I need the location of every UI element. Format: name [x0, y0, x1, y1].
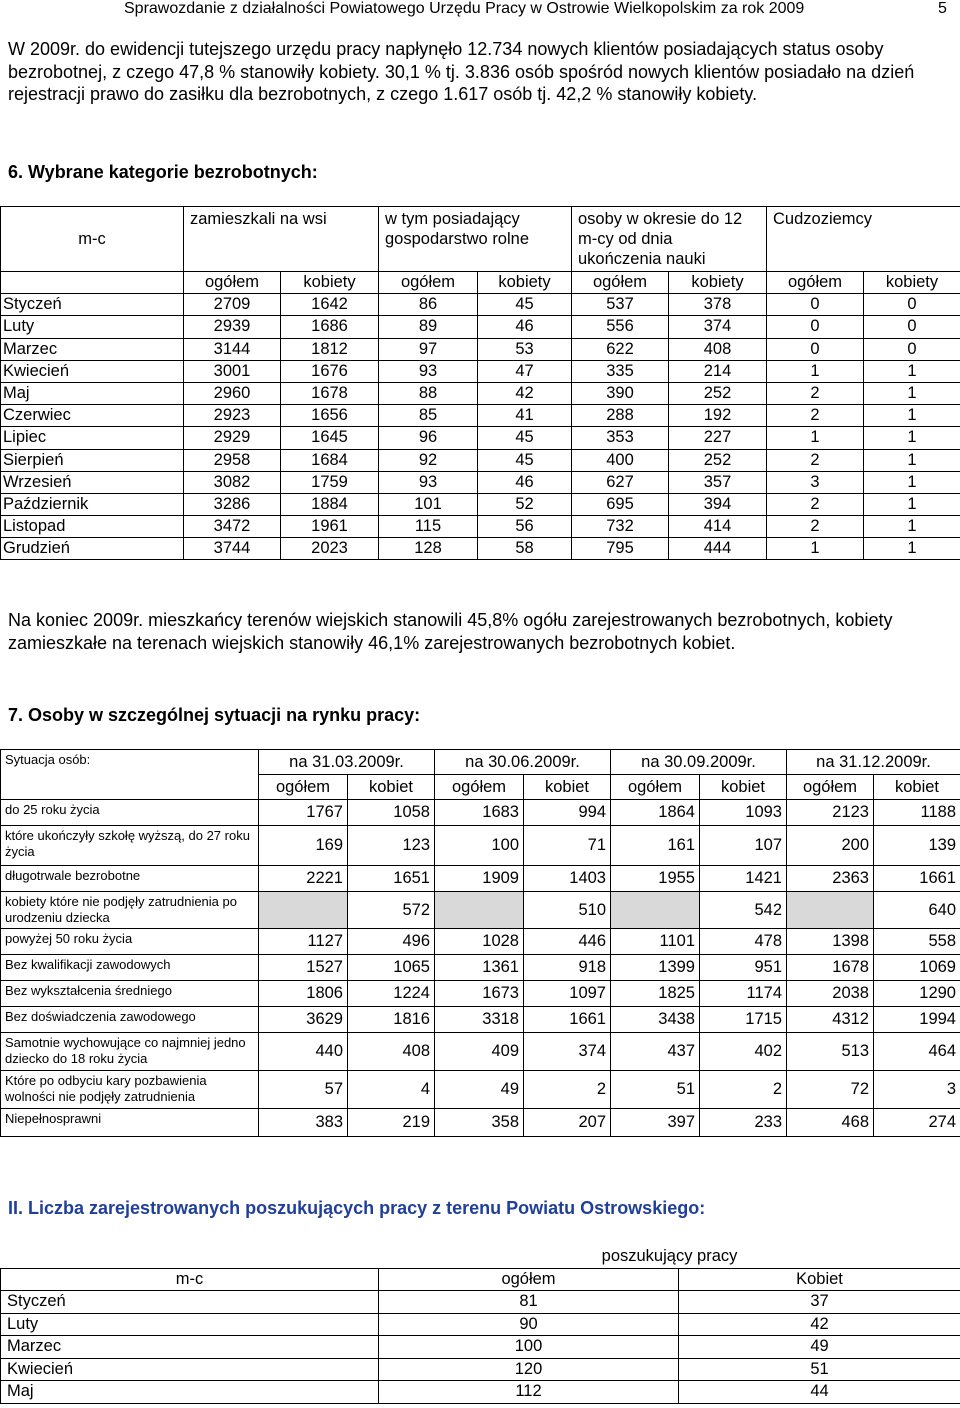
value-cell: 41 [478, 405, 572, 427]
value-cell: 2923 [184, 405, 281, 427]
subheader: Kobiet [679, 1268, 960, 1291]
value-cell: 89 [379, 316, 478, 338]
value-cell: 918 [524, 955, 611, 981]
subheader: ogółem [767, 272, 864, 294]
row-label: do 25 roku życia [1, 800, 259, 826]
value-cell: 1398 [787, 929, 874, 955]
value-cell: 537 [572, 294, 669, 316]
value-cell: 437 [611, 1033, 700, 1071]
value-cell: 1127 [259, 929, 348, 955]
value-cell: 3744 [184, 538, 281, 560]
row-label: długotrwale bezrobotne [1, 866, 259, 892]
row-label: Bez kwalifikacji zawodowych [1, 955, 259, 981]
value-cell: 45 [478, 294, 572, 316]
special-situation-table [0, 749, 960, 1137]
value-cell: 408 [348, 1033, 435, 1071]
value-cell: 2038 [787, 981, 874, 1007]
table-row [1, 1071, 960, 1109]
value-cell: 400 [572, 449, 669, 471]
value-cell: 1101 [611, 929, 700, 955]
value-cell: 402 [700, 1033, 787, 1071]
value-cell: 1816 [348, 1007, 435, 1033]
month-cell: Grudzień [1, 538, 184, 560]
value-cell: 1 [767, 538, 864, 560]
value-cell: 1884 [281, 493, 379, 515]
value-cell: 0 [767, 316, 864, 338]
value-cell: 120 [379, 1358, 679, 1381]
value-cell: 394 [669, 493, 767, 515]
value-cell: 357 [669, 471, 767, 493]
value-cell: 2 [767, 405, 864, 427]
value-cell: 1399 [611, 955, 700, 981]
value-cell: 49 [679, 1336, 960, 1359]
month-cell: Styczeń [1, 1291, 379, 1314]
value-cell: 2221 [259, 866, 348, 892]
value-cell: 107 [700, 826, 787, 866]
value-cell: 42 [679, 1313, 960, 1336]
table-row [1, 1313, 960, 1336]
value-cell: 207 [524, 1109, 611, 1137]
intro-paragraph: W 2009r. do ewidencji tutejszego urzędu pracy napłynęło 12.734 nowych klientów posiadających status osoby bezrobotnej, z czego 47,8 % stanowiły kobiety. 30,1 % tj. 3.836 osób spośród nowych klientów posiadało na dzień rejestracji prawo do zasiłku dla bezrobotnych, z czego 1.617 osób tj. 42,2 % stanowiły kobiety. [8, 39, 915, 105]
value-cell: 3 [874, 1071, 960, 1109]
value-cell: 88 [379, 382, 478, 404]
value-cell: 2709 [184, 294, 281, 316]
row-label: powyżej 50 roku życia [1, 929, 259, 955]
subheader: kobiet [874, 775, 960, 800]
table-row [1, 866, 960, 892]
month-cell: Listopad [1, 516, 184, 538]
value-cell: 1 [864, 427, 960, 449]
value-cell: 1 [767, 360, 864, 382]
table-row [1, 427, 960, 449]
empty-cell [1, 1246, 379, 1268]
table-row [1, 493, 960, 515]
row-label: Bez doświadczenia zawodowego [1, 1007, 259, 1033]
table-row [1, 382, 960, 404]
group-header: w tym posiadający gospodarstwo rolne [379, 207, 572, 272]
value-cell: 47 [478, 360, 572, 382]
value-cell: 0 [864, 316, 960, 338]
value-cell: 112 [379, 1381, 679, 1404]
value-cell: 1676 [281, 360, 379, 382]
value-cell: 1678 [281, 382, 379, 404]
value-cell: 1715 [700, 1007, 787, 1033]
value-cell: 1 [864, 405, 960, 427]
month-cell: Maj [1, 1381, 379, 1404]
row-label: Niepełnosprawni [1, 1109, 259, 1137]
value-cell: 92 [379, 449, 478, 471]
value-cell: 227 [669, 427, 767, 449]
value-cell: 1767 [259, 800, 348, 826]
value-cell: 374 [669, 316, 767, 338]
value-cell: 42 [478, 382, 572, 404]
value-cell: 58 [478, 538, 572, 560]
group-header: Cudzoziemcy [767, 207, 960, 272]
value-cell: 46 [478, 316, 572, 338]
subheader: ogółem [259, 775, 348, 800]
table-row [1, 826, 960, 866]
value-cell: 383 [259, 1109, 348, 1137]
value-cell: 2 [524, 1071, 611, 1109]
value-cell: 71 [524, 826, 611, 866]
value-cell: 3 [767, 471, 864, 493]
table-row [1, 471, 960, 493]
date-header: na 31.12.2009r. [787, 750, 960, 775]
month-cell: Styczeń [1, 294, 184, 316]
table-row [1, 405, 960, 427]
corner-label: m-c [1, 1268, 379, 1291]
value-cell: 214 [669, 360, 767, 382]
row-label: Bez wykształcenia średniego [1, 981, 259, 1007]
value-cell: 2363 [787, 866, 874, 892]
empty-grey-cell [435, 892, 524, 929]
table-row [1, 1109, 960, 1137]
table-row [1, 338, 960, 360]
value-cell: 1678 [787, 955, 874, 981]
value-cell: 478 [700, 929, 787, 955]
value-cell: 1909 [435, 866, 524, 892]
value-cell: 1174 [700, 981, 787, 1007]
value-cell: 2958 [184, 449, 281, 471]
month-cell: Kwiecień [1, 360, 184, 382]
value-cell: 233 [700, 1109, 787, 1137]
corner-label: m-c [1, 207, 184, 272]
page-number: 5 [938, 0, 947, 17]
value-cell: 335 [572, 360, 669, 382]
table-row [1, 1291, 960, 1314]
value-cell: 56 [478, 516, 572, 538]
group-header: poszukujący pracy [601, 1247, 738, 1265]
value-cell: 81 [379, 1291, 679, 1314]
month-cell: Październik [1, 493, 184, 515]
value-cell: 4312 [787, 1007, 874, 1033]
value-cell: 1656 [281, 405, 379, 427]
categories-table [0, 206, 960, 560]
empty-cell [1, 272, 184, 294]
value-cell: 123 [348, 826, 435, 866]
value-cell: 1290 [874, 981, 960, 1007]
value-cell: 0 [864, 294, 960, 316]
rural-summary: Na koniec 2009r. mieszkańcy terenów wiejskich stanowili 45,8% ogółu zarejestrowanych bezrobotnych, kobiety zamieszkałe na terenach wiejskich stanowiły 46,1% zarejestrowanych bezrobotnych kobiet. [8, 610, 893, 653]
table-row [1, 955, 960, 981]
subheader: ogółem [787, 775, 874, 800]
table-row [1, 516, 960, 538]
section-ii-heading-text: II. Liczba zarejestrowanych poszukujących pracy z terenu Powiatu Ostrowskiego: [8, 1198, 706, 1218]
value-cell: 1 [864, 516, 960, 538]
subheader: ogółem [435, 775, 524, 800]
value-cell: 3001 [184, 360, 281, 382]
value-cell: 1684 [281, 449, 379, 471]
value-cell: 556 [572, 316, 669, 338]
value-cell: 795 [572, 538, 669, 560]
month-cell: Wrzesień [1, 471, 184, 493]
value-cell: 3472 [184, 516, 281, 538]
table-row [1, 294, 960, 316]
row-label: które ukończyły szkołę wyższą, do 27 roku życia [1, 826, 259, 866]
table-row [1, 981, 960, 1007]
value-cell: 2123 [787, 800, 874, 826]
row-label: kobiety które nie podjęły zatrudnienia po urodzeniu dziecka [1, 892, 259, 929]
value-cell: 468 [787, 1109, 874, 1137]
value-cell: 139 [874, 826, 960, 866]
value-cell: 994 [524, 800, 611, 826]
month-cell: Luty [1, 316, 184, 338]
value-cell: 1683 [435, 800, 524, 826]
value-cell: 101 [379, 493, 478, 515]
month-cell: Lipiec [1, 427, 184, 449]
value-cell: 72 [787, 1071, 874, 1109]
subheader: ogółem [572, 272, 669, 294]
value-cell: 1224 [348, 981, 435, 1007]
table-row [1, 360, 960, 382]
value-cell: 49 [435, 1071, 524, 1109]
value-cell: 46 [478, 471, 572, 493]
month-cell: Kwiecień [1, 1358, 379, 1381]
value-cell: 252 [669, 382, 767, 404]
value-cell: 1825 [611, 981, 700, 1007]
table-row [1, 1336, 960, 1359]
month-cell: Marzec [1, 338, 184, 360]
value-cell: 1097 [524, 981, 611, 1007]
section-7-heading: 7. Osoby w szczególnej sytuacji na rynku pracy: [8, 705, 421, 725]
value-cell: 2 [767, 516, 864, 538]
value-cell: 45 [478, 449, 572, 471]
value-cell: 446 [524, 929, 611, 955]
value-cell: 3629 [259, 1007, 348, 1033]
value-cell: 1955 [611, 866, 700, 892]
table-row [1, 316, 960, 338]
value-cell: 128 [379, 538, 478, 560]
value-cell: 90 [379, 1313, 679, 1336]
value-cell: 440 [259, 1033, 348, 1071]
value-cell: 0 [767, 338, 864, 360]
job-seekers-table [0, 1246, 960, 1404]
value-cell: 640 [874, 892, 960, 929]
value-cell: 86 [379, 294, 478, 316]
month-cell: Marzec [1, 1336, 379, 1359]
value-cell: 1093 [700, 800, 787, 826]
value-cell: 2929 [184, 427, 281, 449]
value-cell: 1065 [348, 955, 435, 981]
value-cell: 3286 [184, 493, 281, 515]
subheader: kobiety [669, 272, 767, 294]
date-header: na 30.06.2009r. [435, 750, 611, 775]
value-cell: 2023 [281, 538, 379, 560]
value-cell: 1 [864, 471, 960, 493]
value-cell: 96 [379, 427, 478, 449]
value-cell: 169 [259, 826, 348, 866]
corner-label: Sytuacja osób: [1, 750, 259, 800]
table-row [1, 1358, 960, 1381]
value-cell: 1 [864, 449, 960, 471]
subheader: kobiety [478, 272, 572, 294]
table-row [1, 449, 960, 471]
value-cell: 374 [524, 1033, 611, 1071]
value-cell: 1806 [259, 981, 348, 1007]
value-cell: 1864 [611, 800, 700, 826]
value-cell: 414 [669, 516, 767, 538]
value-cell: 1188 [874, 800, 960, 826]
running-header: Sprawozdanie z działalności Powiatowego Urzędu Pracy w Ostrowie Wielkopolskim za rok 2009 [124, 0, 805, 17]
subheader: ogółem [184, 272, 281, 294]
value-cell: 0 [767, 294, 864, 316]
table-row [1, 929, 960, 955]
value-cell: 2 [700, 1071, 787, 1109]
value-cell: 1673 [435, 981, 524, 1007]
value-cell: 51 [679, 1358, 960, 1381]
value-cell: 1 [864, 382, 960, 404]
month-cell: Sierpień [1, 449, 184, 471]
value-cell: 627 [572, 471, 669, 493]
date-header: na 30.09.2009r. [611, 750, 787, 775]
value-cell: 1421 [700, 866, 787, 892]
section-6-heading: 6. Wybrane kategorie bezrobotnych: [8, 162, 318, 182]
value-cell: 44 [679, 1381, 960, 1404]
value-cell: 85 [379, 405, 478, 427]
value-cell: 45 [478, 427, 572, 449]
subheader: ogółem [379, 272, 478, 294]
value-cell: 3082 [184, 471, 281, 493]
value-cell: 1 [767, 427, 864, 449]
value-cell: 52 [478, 493, 572, 515]
subheader: kobiet [524, 775, 611, 800]
value-cell: 93 [379, 471, 478, 493]
empty-grey-cell [787, 892, 874, 929]
value-cell: 1403 [524, 866, 611, 892]
value-cell: 3144 [184, 338, 281, 360]
value-cell: 542 [700, 892, 787, 929]
value-cell: 1 [864, 538, 960, 560]
value-cell: 2960 [184, 382, 281, 404]
subheader: kobiety [864, 272, 960, 294]
value-cell: 100 [435, 826, 524, 866]
value-cell: 1028 [435, 929, 524, 955]
value-cell: 1069 [874, 955, 960, 981]
subheader: ogółem [379, 1268, 679, 1291]
value-cell: 1994 [874, 1007, 960, 1033]
value-cell: 192 [669, 405, 767, 427]
subheader: ogółem [611, 775, 700, 800]
value-cell: 510 [524, 892, 611, 929]
value-cell: 444 [669, 538, 767, 560]
value-cell: 161 [611, 826, 700, 866]
value-cell: 219 [348, 1109, 435, 1137]
value-cell: 732 [572, 516, 669, 538]
month-cell: Luty [1, 1313, 379, 1336]
value-cell: 51 [611, 1071, 700, 1109]
subheader: kobiet [348, 775, 435, 800]
value-cell: 1651 [348, 866, 435, 892]
table-row [1, 1033, 960, 1071]
value-cell: 1812 [281, 338, 379, 360]
value-cell: 951 [700, 955, 787, 981]
value-cell: 57 [259, 1071, 348, 1109]
date-header: na 31.03.2009r. [259, 750, 435, 775]
value-cell: 1527 [259, 955, 348, 981]
value-cell: 1361 [435, 955, 524, 981]
value-cell: 572 [348, 892, 435, 929]
value-cell: 408 [669, 338, 767, 360]
value-cell: 1642 [281, 294, 379, 316]
value-cell: 1 [864, 360, 960, 382]
value-cell: 53 [478, 338, 572, 360]
value-cell: 1661 [874, 866, 960, 892]
value-cell: 378 [669, 294, 767, 316]
empty-grey-cell [259, 892, 348, 929]
value-cell: 409 [435, 1033, 524, 1071]
value-cell: 252 [669, 449, 767, 471]
value-cell: 37 [679, 1291, 960, 1314]
value-cell: 200 [787, 826, 874, 866]
value-cell: 513 [787, 1033, 874, 1071]
value-cell: 1645 [281, 427, 379, 449]
section-ii-heading [8, 1198, 705, 1219]
value-cell: 0 [864, 338, 960, 360]
subheader: kobiety [281, 272, 379, 294]
empty-grey-cell [611, 892, 700, 929]
table-row [1, 1007, 960, 1033]
table-row [1, 892, 960, 929]
value-cell: 1661 [524, 1007, 611, 1033]
row-label: Które po odbyciu kary pozbawienia wolności nie podjęły zatrudnienia [1, 1071, 259, 1109]
group-header: osoby w okresie do 12 m-cy od dnia ukończenia nauki [572, 207, 767, 272]
value-cell: 464 [874, 1033, 960, 1071]
value-cell: 1961 [281, 516, 379, 538]
table-row [1, 1381, 960, 1404]
value-cell: 97 [379, 338, 478, 360]
month-cell: Czerwiec [1, 405, 184, 427]
value-cell: 3318 [435, 1007, 524, 1033]
value-cell: 496 [348, 929, 435, 955]
value-cell: 115 [379, 516, 478, 538]
value-cell: 1058 [348, 800, 435, 826]
value-cell: 390 [572, 382, 669, 404]
value-cell: 353 [572, 427, 669, 449]
value-cell: 558 [874, 929, 960, 955]
subheader: kobiet [700, 775, 787, 800]
value-cell: 3438 [611, 1007, 700, 1033]
month-cell: Maj [1, 382, 184, 404]
value-cell: 2 [767, 449, 864, 471]
row-label: Samotnie wychowujące co najmniej jedno dziecko do 18 roku życia [1, 1033, 259, 1071]
value-cell: 695 [572, 493, 669, 515]
value-cell: 288 [572, 405, 669, 427]
value-cell: 397 [611, 1109, 700, 1137]
value-cell: 1759 [281, 471, 379, 493]
table-row [1, 538, 960, 560]
group-header: zamieszkali na wsi [184, 207, 379, 272]
value-cell: 1686 [281, 316, 379, 338]
value-cell: 622 [572, 338, 669, 360]
value-cell: 2 [767, 382, 864, 404]
value-cell: 274 [874, 1109, 960, 1137]
value-cell: 358 [435, 1109, 524, 1137]
value-cell: 93 [379, 360, 478, 382]
value-cell: 4 [348, 1071, 435, 1109]
value-cell: 2 [767, 493, 864, 515]
table-row [1, 800, 960, 826]
value-cell: 2939 [184, 316, 281, 338]
value-cell: 1 [864, 493, 960, 515]
value-cell: 100 [379, 1336, 679, 1359]
